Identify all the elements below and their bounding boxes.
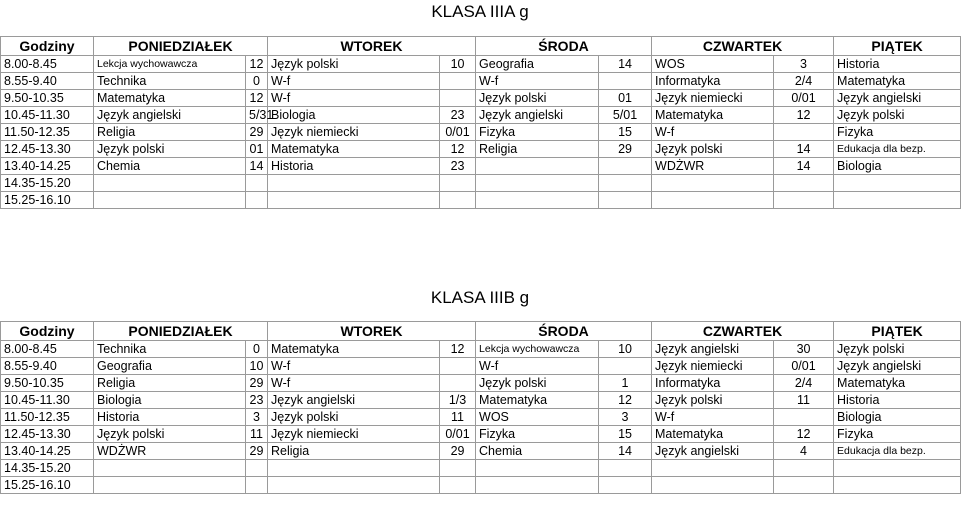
room-cell: 0 [246, 341, 268, 358]
subject-cell: Język polski [268, 409, 440, 426]
subject-cell: Matematyka [476, 392, 599, 409]
room-cell: 01 [599, 90, 652, 107]
subject-cell [476, 158, 599, 175]
subject-cell: Lekcja wychowawcza [476, 341, 599, 358]
room-cell: 10 [440, 56, 476, 73]
lesson-time: 11.50-12.35 [1, 409, 94, 426]
room-cell: 14 [599, 443, 652, 460]
table-row [1, 192, 961, 209]
subject-cell: Matematyka [652, 107, 774, 124]
class-title-iiia: KLASA IIIA g [431, 2, 529, 21]
subject-cell: W-f [268, 73, 440, 90]
subject-cell [94, 192, 246, 209]
room-cell [440, 90, 476, 107]
subject-cell: Informatyka [652, 73, 774, 90]
room-cell [599, 73, 652, 90]
subject-cell [834, 175, 961, 192]
subject-cell: WOS [476, 409, 599, 426]
table-row [1, 141, 961, 158]
room-cell: 12 [599, 392, 652, 409]
room-cell [599, 477, 652, 494]
subject-cell: Matematyka [268, 141, 440, 158]
subject-cell: Religia [268, 443, 440, 460]
subject-cell [476, 192, 599, 209]
room-cell [440, 175, 476, 192]
lesson-time: 8.00-8.45 [1, 56, 94, 73]
subject-cell [476, 460, 599, 477]
timetable-iiia [0, 36, 961, 209]
lesson-time: 8.55-9.40 [1, 358, 94, 375]
lesson-time: 15.25-16.10 [1, 477, 94, 494]
room-cell: 0/01 [440, 426, 476, 443]
room-cell: 30 [774, 341, 834, 358]
table-row [1, 426, 961, 443]
subject-cell: Chemia [476, 443, 599, 460]
room-cell: 12 [246, 56, 268, 73]
subject-cell: Religia [94, 375, 246, 392]
room-cell: 10 [246, 358, 268, 375]
subject-cell: Język polski [268, 56, 440, 73]
room-cell: 15 [599, 124, 652, 141]
lesson-time: 9.50-10.35 [1, 375, 94, 392]
subject-cell: Matematyka [94, 90, 246, 107]
room-cell: 14 [774, 141, 834, 158]
room-cell [774, 175, 834, 192]
lesson-time: 9.50-10.35 [1, 90, 94, 107]
room-cell [599, 158, 652, 175]
header-day: WTOREK [268, 322, 476, 341]
subject-cell: Język polski [834, 341, 961, 358]
subject-cell: Język niemiecki [652, 90, 774, 107]
table-row [1, 73, 961, 90]
subject-cell: W-f [652, 124, 774, 141]
subject-cell: Religia [476, 141, 599, 158]
subject-cell: Język angielski [94, 107, 246, 124]
room-cell: 12 [774, 426, 834, 443]
header-hours: Godziny [1, 322, 94, 341]
room-cell: 15 [599, 426, 652, 443]
subject-cell: Chemia [94, 158, 246, 175]
subject-cell [652, 175, 774, 192]
header-day: PIĄTEK [834, 322, 961, 341]
room-cell [774, 409, 834, 426]
subject-cell: WOS [652, 56, 774, 73]
room-cell: 23 [440, 107, 476, 124]
subject-cell [834, 477, 961, 494]
subject-cell: Fizyka [476, 426, 599, 443]
room-cell: 12 [246, 90, 268, 107]
lesson-time: 10.45-11.30 [1, 107, 94, 124]
subject-cell [476, 175, 599, 192]
room-cell: 14 [246, 158, 268, 175]
room-cell: 5/01 [599, 107, 652, 124]
subject-cell [268, 192, 440, 209]
room-cell: 11 [440, 409, 476, 426]
subject-cell: WDŻWR [94, 443, 246, 460]
subject-cell [94, 175, 246, 192]
subject-cell: Technika [94, 341, 246, 358]
subject-cell: Język polski [94, 426, 246, 443]
lesson-time: 14.35-15.20 [1, 460, 94, 477]
subject-cell: Język niemiecki [268, 124, 440, 141]
room-cell: 1 [599, 375, 652, 392]
subject-cell: Język angielski [476, 107, 599, 124]
table-row [1, 175, 961, 192]
lesson-time: 13.40-14.25 [1, 158, 94, 175]
room-cell: 12 [440, 341, 476, 358]
room-cell: 3 [599, 409, 652, 426]
header-row [1, 37, 961, 56]
subject-cell: Fizyka [834, 124, 961, 141]
table-row [1, 90, 961, 107]
subject-cell: Matematyka [834, 375, 961, 392]
header-day: PIĄTEK [834, 37, 961, 56]
room-cell: 10 [599, 341, 652, 358]
room-cell: 2/4 [774, 375, 834, 392]
room-cell: 12 [440, 141, 476, 158]
subject-cell: Język polski [476, 375, 599, 392]
subject-cell [476, 477, 599, 494]
subject-cell: Historia [834, 56, 961, 73]
lesson-time: 8.55-9.40 [1, 73, 94, 90]
table-row [1, 409, 961, 426]
room-cell: 11 [774, 392, 834, 409]
room-cell [440, 358, 476, 375]
header-day: PONIEDZIAŁEK [94, 322, 268, 341]
room-cell: 11 [246, 426, 268, 443]
room-cell [599, 175, 652, 192]
table-row [1, 358, 961, 375]
table-row [1, 460, 961, 477]
room-cell [599, 192, 652, 209]
room-cell [774, 124, 834, 141]
subject-cell: Informatyka [652, 375, 774, 392]
lesson-time: 12.45-13.30 [1, 141, 94, 158]
room-cell [774, 477, 834, 494]
subject-cell: Historia [834, 392, 961, 409]
room-cell: 0/01 [440, 124, 476, 141]
lesson-time: 10.45-11.30 [1, 392, 94, 409]
subject-cell: Matematyka [652, 426, 774, 443]
subject-cell: Język angielski [834, 358, 961, 375]
header-row [1, 322, 961, 341]
table-row [1, 477, 961, 494]
subject-cell [652, 460, 774, 477]
room-cell: 29 [599, 141, 652, 158]
subject-cell: Język polski [476, 90, 599, 107]
subject-cell: Biologia [834, 158, 961, 175]
room-cell [440, 73, 476, 90]
subject-cell [94, 460, 246, 477]
lesson-time: 14.35-15.20 [1, 175, 94, 192]
header-day: CZWARTEK [652, 322, 834, 341]
room-cell: 5/31 [246, 107, 268, 124]
subject-cell: Język niemiecki [652, 358, 774, 375]
room-cell [774, 192, 834, 209]
subject-cell: W-f [268, 358, 440, 375]
room-cell: 1/3 [440, 392, 476, 409]
header-day: CZWARTEK [652, 37, 834, 56]
room-cell [246, 477, 268, 494]
table-row [1, 158, 961, 175]
room-cell: 29 [246, 443, 268, 460]
subject-cell: W-f [268, 90, 440, 107]
header-day: ŚRODA [476, 322, 652, 341]
room-cell: 23 [440, 158, 476, 175]
subject-cell [834, 192, 961, 209]
table-row [1, 392, 961, 409]
subject-cell: Lekcja wychowawcza [94, 56, 246, 73]
subject-cell [652, 477, 774, 494]
room-cell: 12 [774, 107, 834, 124]
subject-cell: Fizyka [476, 124, 599, 141]
subject-cell: W-f [476, 358, 599, 375]
room-cell: 23 [246, 392, 268, 409]
header-hours: Godziny [1, 37, 94, 56]
subject-cell: Geografia [476, 56, 599, 73]
subject-cell: Technika [94, 73, 246, 90]
subject-cell: Język polski [94, 141, 246, 158]
subject-cell: Język polski [834, 107, 961, 124]
timetable-iiib [0, 321, 961, 494]
subject-cell: Język angielski [652, 341, 774, 358]
room-cell [246, 175, 268, 192]
room-cell [599, 358, 652, 375]
room-cell [774, 460, 834, 477]
room-cell: 29 [440, 443, 476, 460]
room-cell: 0 [246, 73, 268, 90]
room-cell: 29 [246, 375, 268, 392]
room-cell: 01 [246, 141, 268, 158]
room-cell [599, 460, 652, 477]
room-cell [440, 192, 476, 209]
table-row [1, 124, 961, 141]
header-day: PONIEDZIAŁEK [94, 37, 268, 56]
subject-cell: Matematyka [834, 73, 961, 90]
subject-cell: Biologia [268, 107, 440, 124]
subject-cell: Religia [94, 124, 246, 141]
subject-cell [268, 460, 440, 477]
room-cell: 3 [774, 56, 834, 73]
subject-cell: Matematyka [268, 341, 440, 358]
subject-cell: Język polski [652, 392, 774, 409]
room-cell: 14 [774, 158, 834, 175]
subject-cell: Edukacja dla bezp. [834, 443, 961, 460]
table-row [1, 375, 961, 392]
subject-cell [268, 175, 440, 192]
header-day: WTOREK [268, 37, 476, 56]
room-cell: 4 [774, 443, 834, 460]
subject-cell: Biologia [94, 392, 246, 409]
subject-cell: Język polski [652, 141, 774, 158]
lesson-time: 13.40-14.25 [1, 443, 94, 460]
room-cell [440, 375, 476, 392]
room-cell: 0/01 [774, 358, 834, 375]
subject-cell: Historia [94, 409, 246, 426]
subject-cell: Język angielski [268, 392, 440, 409]
subject-cell: Geografia [94, 358, 246, 375]
lesson-time: 11.50-12.35 [1, 124, 94, 141]
subject-cell: WDŻWR [652, 158, 774, 175]
table-row [1, 341, 961, 358]
subject-cell [652, 192, 774, 209]
subject-cell [834, 460, 961, 477]
room-cell [246, 460, 268, 477]
room-cell [440, 460, 476, 477]
lesson-time: 15.25-16.10 [1, 192, 94, 209]
lesson-time: 12.45-13.30 [1, 426, 94, 443]
lesson-time: 8.00-8.45 [1, 341, 94, 358]
table-row [1, 443, 961, 460]
subject-cell [94, 477, 246, 494]
subject-cell: Język angielski [652, 443, 774, 460]
subject-cell: Edukacja dla bezp. [834, 141, 961, 158]
subject-cell: W-f [268, 375, 440, 392]
subject-cell: Język angielski [834, 90, 961, 107]
header-day: ŚRODA [476, 37, 652, 56]
subject-cell: Historia [268, 158, 440, 175]
room-cell: 0/01 [774, 90, 834, 107]
subject-cell: Biologia [834, 409, 961, 426]
room-cell: 2/4 [774, 73, 834, 90]
subject-cell [268, 477, 440, 494]
subject-cell: Fizyka [834, 426, 961, 443]
subject-cell: W-f [652, 409, 774, 426]
room-cell [246, 192, 268, 209]
room-cell: 3 [246, 409, 268, 426]
subject-cell: W-f [476, 73, 599, 90]
table-row [1, 107, 961, 124]
class-title-iiib: KLASA IIIB g [430, 288, 530, 307]
room-cell: 14 [599, 56, 652, 73]
table-row [1, 56, 961, 73]
subject-cell: Język niemiecki [268, 426, 440, 443]
room-cell [440, 477, 476, 494]
room-cell: 29 [246, 124, 268, 141]
